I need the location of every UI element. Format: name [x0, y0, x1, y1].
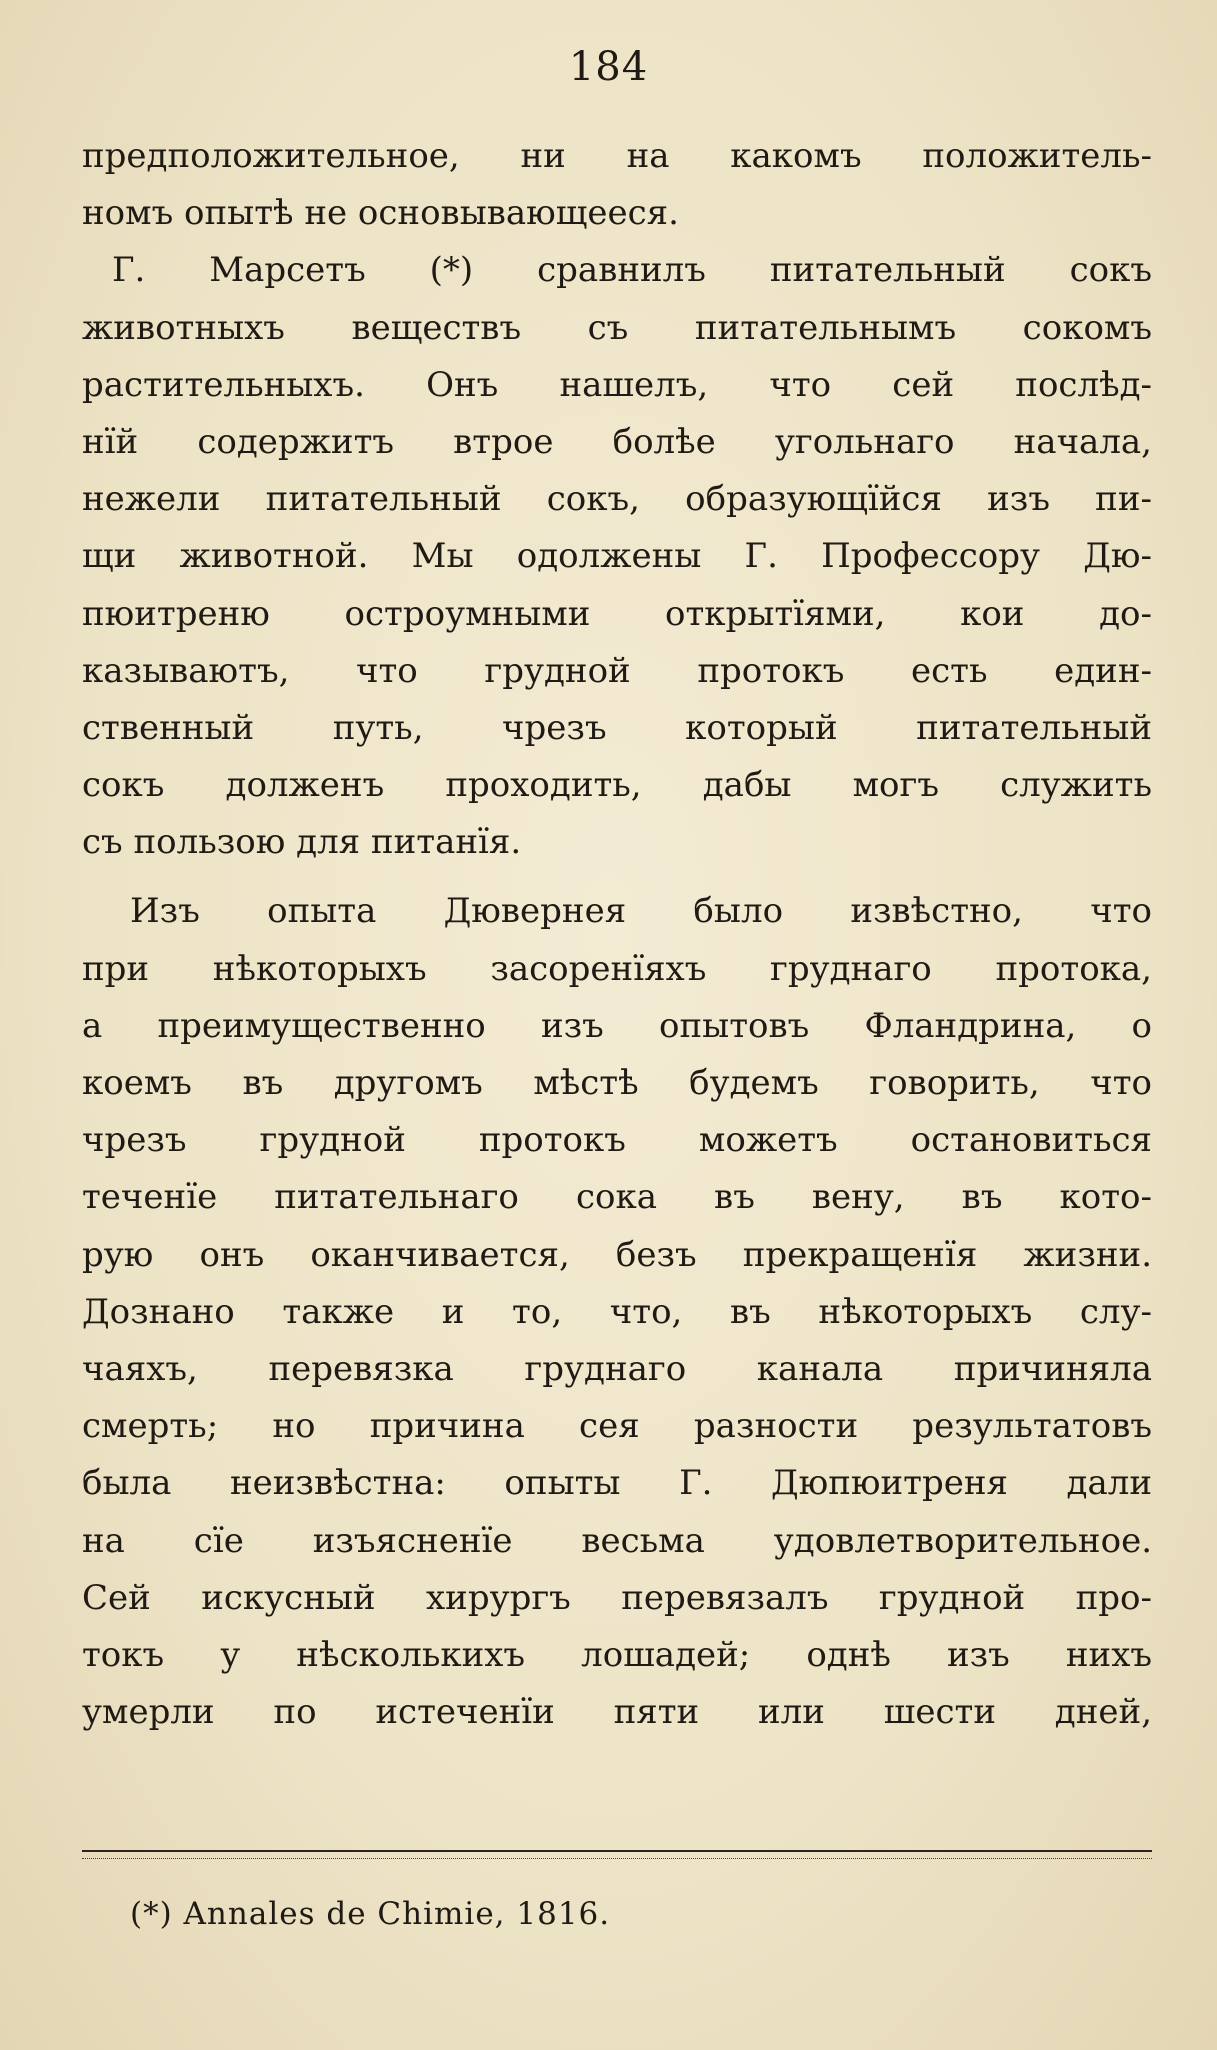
text-line: нежели питательный сокъ, образующїйся изъ пи- — [82, 479, 1152, 520]
text-line: пюитреню остроумными открытїями, кои до- — [82, 593, 1152, 634]
text-line: коемъ въ другомъ мѣстѣ будемъ говорить, что — [82, 1063, 1152, 1103]
text-line: съ пользою для питанїя. — [82, 822, 522, 863]
text-line: Дознано также и то, что, въ нѣкоторыхъ слу- — [82, 1291, 1152, 1332]
text-line: чрезъ грудной протокъ можетъ остановиться — [82, 1120, 1152, 1161]
text-line: растительныхъ. Онъ нашелъ, что сей послѣд- — [82, 364, 1152, 405]
text-line: ственный путь, чрезъ который питательный — [82, 707, 1152, 748]
footnote-divider — [82, 1850, 1152, 1852]
text-line: при нѣкоторыхъ засоренїяхъ груднаго протока, — [82, 948, 1152, 989]
text-line: смерть; но причина сея разности результатовъ — [82, 1406, 1152, 1447]
text-line: теченїе питательнаго сока въ вену, въ кото- — [82, 1177, 1152, 1218]
text-line: Сей искусный хирургъ перевязалъ грудной про- — [82, 1577, 1152, 1618]
text-line: была неизвѣстна: опыты Г. Дюпюитреня дали — [82, 1463, 1152, 1504]
text-line: щи животной. Мы одолжены Г. Профессору Дю- — [82, 536, 1152, 577]
text-line: умерли по истеченїи пяти или шести дней, — [82, 1692, 1152, 1733]
text-line: токъ у нѣсколькихъ лошадей; однѣ изъ нихъ — [82, 1634, 1152, 1675]
text-line: рую онъ оканчивается, безъ прекращенїя жизни. — [82, 1234, 1152, 1275]
text-line: номъ опытѣ не основывающееся. — [82, 193, 679, 234]
text-line: предположительное, ни на какомъ положитель- — [82, 136, 1152, 176]
text-line: на сїе изъясненїе весьма удовлетворительное. — [82, 1520, 1152, 1561]
footnote: (*) Annales de Chimie, 1816. — [130, 1896, 611, 1932]
paragraph-start-line: Г. Марсетъ (*) сравнилъ питательный сокъ — [112, 250, 1152, 291]
text-line: чаяхъ, перевязка груднаго канала причиняла — [82, 1348, 1152, 1389]
paragraph-gap — [82, 871, 1152, 883]
text-line: казываютъ, что грудной протокъ есть един- — [82, 650, 1152, 691]
text-line: сокъ долженъ проходить, дабы могъ служить — [82, 765, 1152, 806]
text-line: нїй содержитъ втрое болѣе угольнаго начала, — [82, 421, 1152, 462]
body-text — [82, 128, 1152, 1741]
text-line: животныхъ веществъ съ питательнымъ сокомъ — [82, 307, 1152, 348]
footnote-divider-secondary — [82, 1858, 1152, 1859]
text-line: а преимущественно изъ опытовъ Фландрина, о — [82, 1005, 1152, 1046]
page-number: 184 — [568, 44, 649, 90]
paragraph-start-line: Изъ опыта Дювернея было извѣстно, что — [130, 891, 1152, 932]
